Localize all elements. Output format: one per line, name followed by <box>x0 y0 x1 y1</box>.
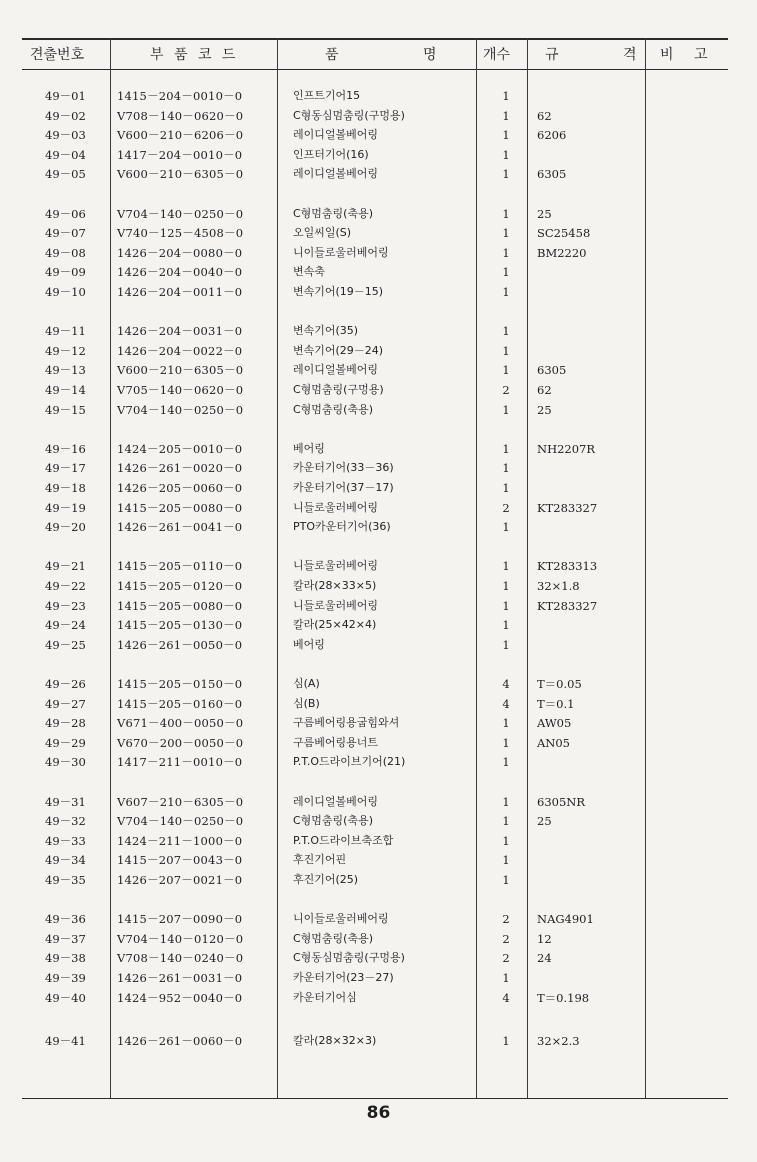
part-name-cell: 카운터기어(37－17) <box>293 481 394 494</box>
part-code-cell: V600－210－6305－0 <box>117 167 244 182</box>
table-row <box>0 401 757 419</box>
quantity-cell: 1 <box>502 108 510 123</box>
part-code-cell: 1424－205－0010－0 <box>117 441 243 456</box>
quantity-cell: 1 <box>502 167 510 182</box>
part-number-cell: 49－13 <box>45 363 86 378</box>
table-row <box>0 793 757 811</box>
specification-cell: T＝0.1 <box>537 696 575 711</box>
header-part-number: 견출번호 <box>30 47 85 63</box>
part-name-cell: 후진기어(25) <box>293 873 359 886</box>
part-number-cell: 49－07 <box>45 226 86 241</box>
part-number-cell: 49－16 <box>45 441 86 456</box>
part-code-cell: 1426－204－0011－0 <box>117 285 243 299</box>
part-number-cell: 49－25 <box>45 637 86 652</box>
quantity-cell: 1 <box>502 128 510 143</box>
part-number-cell: 49－11 <box>45 324 86 339</box>
part-name-cell: P.T.O드라이브기어(21) <box>293 755 406 769</box>
specification-cell: 6305 <box>537 167 567 182</box>
header-part-code: 부 품 코 드 <box>150 47 239 63</box>
part-number-cell: 49－09 <box>45 265 86 280</box>
specification-cell: 32×2.3 <box>537 1033 580 1048</box>
part-number-cell: 49－02 <box>45 108 86 123</box>
part-name-cell: 인프트기어15 <box>293 89 361 102</box>
part-code-cell: V708－140－0620－0 <box>117 108 244 123</box>
table-row <box>0 107 757 125</box>
header-remarks: 비 고 <box>660 47 708 63</box>
specification-cell: BM2220 <box>537 245 587 260</box>
part-name-cell: 변속기어(29－24) <box>293 343 384 357</box>
table-row <box>0 734 757 752</box>
part-code-cell: V704－140－0250－0 <box>117 402 244 417</box>
part-name-cell: 베어링 <box>293 637 325 651</box>
part-name-cell: 구름베어링용너트 <box>293 735 379 749</box>
header-part-name: 품 명 <box>325 47 437 63</box>
table-row <box>0 263 757 281</box>
part-number-cell: 49－14 <box>45 383 86 397</box>
part-name-cell: 심(A) <box>293 677 320 690</box>
part-name-cell: 카운터기어(33－36) <box>293 461 394 475</box>
part-name-cell: C형멈춤링(축용) <box>293 206 374 220</box>
part-name-cell: C형동심멈춤링(구멍용) <box>293 951 405 965</box>
part-number-cell: 49－18 <box>45 481 86 495</box>
table-row <box>0 518 757 536</box>
specification-cell: 32×1.8 <box>537 579 580 593</box>
specification-cell: KT283327 <box>537 598 598 613</box>
quantity-cell: 1 <box>502 245 510 260</box>
specification-cell: 24 <box>537 951 552 966</box>
part-name-cell: 심(B) <box>293 696 320 710</box>
part-name-cell: C형멈춤링(축용) <box>293 931 374 945</box>
table-row <box>0 361 757 379</box>
part-code-cell: 1426－204－0031－0 <box>117 324 243 339</box>
part-code-cell: 1415－205－0120－0 <box>117 579 243 593</box>
part-name-cell: 레이디얼볼베어링 <box>293 794 379 808</box>
table-row <box>0 283 757 301</box>
part-number-cell: 49－28 <box>45 716 86 731</box>
table-row <box>0 322 757 340</box>
specification-cell: AW05 <box>537 716 572 731</box>
quantity-cell: 1 <box>502 265 510 280</box>
part-code-cell: V708－140－0240－0 <box>117 951 244 966</box>
table-row <box>0 832 757 850</box>
quantity-cell: 1 <box>502 441 510 456</box>
part-code-cell: 1426－205－0060－0 <box>117 481 243 495</box>
table-row <box>0 930 757 948</box>
table-row <box>0 342 757 360</box>
part-code-cell: 1417－204－0010－0 <box>117 147 243 162</box>
part-code-cell: 1415－205－0160－0 <box>117 696 243 711</box>
part-number-cell: 49－20 <box>45 520 86 535</box>
table-row <box>0 479 757 497</box>
table-row <box>0 989 757 1007</box>
page-number: 86 <box>366 1103 391 1123</box>
header-quantity: 개수 <box>483 47 511 63</box>
part-code-cell: V671－400－0050－0 <box>117 716 244 731</box>
part-code-cell: V670－200－0050－0 <box>117 735 244 750</box>
part-code-cell: V704－140－0250－0 <box>117 206 244 221</box>
part-name-cell: 카운터기어(23－27) <box>293 971 394 984</box>
quantity-cell: 1 <box>502 853 510 868</box>
part-name-cell: 레이디얼볼베어링 <box>293 167 379 181</box>
quantity-cell: 1 <box>502 226 510 241</box>
part-number-cell: 49－23 <box>45 598 86 613</box>
part-name-cell: 베어링 <box>293 441 325 455</box>
part-number-cell: 49－12 <box>45 343 86 358</box>
table-row <box>0 205 757 223</box>
quantity-cell: 1 <box>502 89 510 103</box>
part-number-cell: 49－34 <box>45 853 86 868</box>
quantity-cell: 2 <box>502 931 510 946</box>
quantity-cell: 1 <box>502 637 510 652</box>
part-number-cell: 49－30 <box>45 755 86 770</box>
part-number-cell: 49－24 <box>45 618 86 633</box>
specification-cell: AN05 <box>537 735 571 750</box>
specification-cell: 25 <box>537 402 552 417</box>
table-row <box>0 636 757 654</box>
table-row <box>0 812 757 830</box>
part-name-cell: 레이디얼볼베어링 <box>293 128 379 142</box>
table-row <box>0 440 757 458</box>
quantity-cell: 1 <box>502 735 510 750</box>
part-code-cell: 1426－204－0022－0 <box>117 343 243 358</box>
table-row <box>0 969 757 987</box>
quantity-cell: 1 <box>502 873 510 887</box>
table-row <box>0 499 757 517</box>
quantity-cell: 1 <box>502 618 510 633</box>
part-name-cell: P.T.O드라이브축조합 <box>293 833 394 847</box>
part-name-cell: C형멈춤링(축용) <box>293 814 374 828</box>
part-number-cell: 49－05 <box>45 167 86 182</box>
part-code-cell: 1415－204－0010－0 <box>117 89 243 103</box>
table-row <box>0 949 757 967</box>
part-number-cell: 49－04 <box>45 147 86 162</box>
part-code-cell: V600－210－6305－0 <box>117 363 244 378</box>
part-number-cell: 49－32 <box>45 814 86 829</box>
specification-cell: 6305NR <box>537 794 585 809</box>
specification-cell: T＝0.05 <box>537 677 582 691</box>
table-row <box>0 714 757 732</box>
quantity-cell: 1 <box>502 402 510 417</box>
part-number-cell: 49－40 <box>45 990 86 1005</box>
quantity-cell: 4 <box>502 696 510 711</box>
quantity-cell: 2 <box>502 951 510 966</box>
quantity-cell: 1 <box>502 461 510 476</box>
part-code-cell: V607－210－6305－0 <box>117 794 244 809</box>
part-name-cell: 카운터기어심 <box>293 990 357 1004</box>
quantity-cell: 1 <box>502 814 510 829</box>
part-number-cell: 49－35 <box>45 873 86 887</box>
part-code-cell: 1426－204－0080－0 <box>117 245 243 260</box>
part-code-cell: 1415－205－0130－0 <box>117 618 243 633</box>
bottom-rule <box>22 1098 728 1099</box>
specification-cell: KT283327 <box>537 500 598 515</box>
quantity-cell: 1 <box>502 1033 510 1048</box>
part-code-cell: 1415－205－0080－0 <box>117 500 243 515</box>
part-code-cell: 1426－261－0031－0 <box>117 971 243 985</box>
part-code-cell: 1426－261－0020－0 <box>117 461 243 476</box>
part-number-cell: 49－31 <box>45 794 86 809</box>
quantity-cell: 1 <box>502 285 510 299</box>
part-name-cell: 변속축 <box>293 265 325 279</box>
quantity-cell: 1 <box>502 343 510 358</box>
table-row <box>0 753 757 771</box>
quantity-cell: 1 <box>502 206 510 221</box>
quantity-cell: 1 <box>502 716 510 731</box>
part-number-cell: 49－15 <box>45 402 86 417</box>
quantity-cell: 1 <box>502 971 510 985</box>
table-row <box>0 126 757 144</box>
table-row <box>0 459 757 477</box>
specification-cell: 62 <box>537 383 552 397</box>
quantity-cell: 1 <box>502 794 510 809</box>
part-code-cell: V600－210－6206－0 <box>117 128 244 143</box>
header-rule <box>22 69 728 70</box>
quantity-cell: 1 <box>502 147 510 162</box>
table-row <box>0 146 757 164</box>
part-number-cell: 49－27 <box>45 696 86 711</box>
table-row <box>0 910 757 928</box>
part-code-cell: 1426－261－0041－0 <box>117 520 243 535</box>
part-number-cell: 49－03 <box>45 128 86 143</box>
part-number-cell: 49－22 <box>45 579 86 593</box>
part-name-cell: 니들로울러베어링 <box>293 500 379 514</box>
part-name-cell: 칼라(25×42×4) <box>293 618 377 632</box>
part-code-cell: 1415－207－0090－0 <box>117 912 243 927</box>
quantity-cell: 1 <box>502 363 510 378</box>
specification-cell: SC25458 <box>537 226 591 241</box>
part-code-cell: 1415－205－0110－0 <box>117 559 243 574</box>
table-row <box>0 224 757 242</box>
specification-cell: 12 <box>537 931 552 946</box>
specification-cell: 6305 <box>537 363 567 378</box>
table-row <box>0 244 757 262</box>
table-row <box>0 597 757 615</box>
part-number-cell: 49－41 <box>45 1033 86 1048</box>
part-code-cell: 1415－205－0150－0 <box>117 677 243 691</box>
quantity-cell: 1 <box>502 598 510 613</box>
part-number-cell: 49－06 <box>45 206 86 221</box>
specification-cell: 6206 <box>537 128 567 143</box>
part-name-cell: 니들로울러베어링 <box>293 598 379 612</box>
quantity-cell: 1 <box>502 755 510 770</box>
part-name-cell: 니이들로울러베어링 <box>293 912 389 926</box>
table-row <box>0 557 757 575</box>
part-code-cell: V705－140－0620－0 <box>117 383 244 397</box>
part-code-cell: 1417－211－0010－0 <box>117 755 243 770</box>
part-number-cell: 49－26 <box>45 677 86 691</box>
table-row <box>0 871 757 889</box>
quantity-cell: 1 <box>502 324 510 339</box>
part-code-cell: 1415－207－0043－0 <box>117 853 243 868</box>
part-name-cell: 칼라(28×33×5) <box>293 579 377 592</box>
part-name-cell: C형동심멈춤링(구멍용) <box>293 108 405 122</box>
part-number-cell: 49－08 <box>45 245 86 260</box>
table-row <box>0 675 757 693</box>
quantity-cell: 2 <box>502 912 510 927</box>
table-row <box>0 616 757 634</box>
quantity-cell: 2 <box>502 500 510 515</box>
table-row <box>0 1032 757 1050</box>
part-code-cell: 1424－211－1000－0 <box>117 833 243 848</box>
specification-cell: 62 <box>537 108 552 123</box>
part-number-cell: 49－19 <box>45 500 86 515</box>
specification-cell: NH2207R <box>537 441 596 456</box>
part-name-cell: C형멈춤링(축용) <box>293 402 374 416</box>
part-number-cell: 49－10 <box>45 285 86 299</box>
specification-cell: 25 <box>537 814 552 829</box>
part-name-cell: PTO카운터기어(36) <box>293 520 391 534</box>
quantity-cell: 4 <box>502 677 510 691</box>
part-name-cell: 변속기어(35) <box>293 324 359 338</box>
part-code-cell: 1415－205－0080－0 <box>117 598 243 613</box>
part-name-cell: 구름베어링용굽힘와셔 <box>293 716 400 730</box>
table-row <box>0 381 757 399</box>
part-code-cell: 1426－261－0060－0 <box>117 1033 243 1048</box>
part-code-cell: 1426－261－0050－0 <box>117 637 243 652</box>
specification-cell: NAG4901 <box>537 912 594 927</box>
table-row <box>0 87 757 105</box>
part-number-cell: 49－29 <box>45 735 86 750</box>
part-number-cell: 49－17 <box>45 461 86 476</box>
quantity-cell: 1 <box>502 833 510 848</box>
table-row <box>0 577 757 595</box>
part-code-cell: 1424－952－0040－0 <box>117 990 243 1005</box>
quantity-cell: 4 <box>502 990 510 1005</box>
header-specification: 규 격 <box>545 47 637 63</box>
part-code-cell: V704－140－0120－0 <box>117 931 244 946</box>
part-name-cell: 니이들로울러베어링 <box>293 245 389 259</box>
part-number-cell: 49－21 <box>45 559 86 574</box>
part-code-cell: V740－125－4508－0 <box>117 226 244 241</box>
part-number-cell: 49－37 <box>45 931 86 946</box>
quantity-cell: 1 <box>502 579 510 593</box>
table-row <box>0 695 757 713</box>
top-rule <box>22 38 728 40</box>
part-number-cell: 49－01 <box>45 89 86 103</box>
part-code-cell: V704－140－0250－0 <box>117 814 244 829</box>
part-number-cell: 49－38 <box>45 951 86 966</box>
part-name-cell: 인프터기어(16) <box>293 147 369 161</box>
specification-cell: KT283313 <box>537 559 598 574</box>
part-number-cell: 49－39 <box>45 971 86 985</box>
quantity-cell: 1 <box>502 559 510 574</box>
part-number-cell: 49－33 <box>45 833 86 848</box>
part-name-cell: 레이디얼볼베어링 <box>293 363 379 377</box>
table-row <box>0 165 757 183</box>
part-name-cell: 오일씨일(S) <box>293 226 352 240</box>
part-name-cell: 후진기어핀 <box>293 853 347 867</box>
part-code-cell: 1426－204－0040－0 <box>117 265 243 280</box>
quantity-cell: 1 <box>502 520 510 535</box>
part-name-cell: 칼라(28×32×3) <box>293 1033 377 1047</box>
quantity-cell: 1 <box>502 481 510 495</box>
part-number-cell: 49－36 <box>45 912 86 927</box>
part-name-cell: 니들로울러베어링 <box>293 559 379 573</box>
part-name-cell: 변속기어(19－15) <box>293 285 384 298</box>
specification-cell: 25 <box>537 206 552 221</box>
table-row <box>0 851 757 869</box>
part-name-cell: C형멈춤링(구멍용) <box>293 383 384 396</box>
specification-cell: T＝0.198 <box>537 990 590 1005</box>
quantity-cell: 2 <box>502 383 510 397</box>
part-code-cell: 1426－207－0021－0 <box>117 873 243 887</box>
